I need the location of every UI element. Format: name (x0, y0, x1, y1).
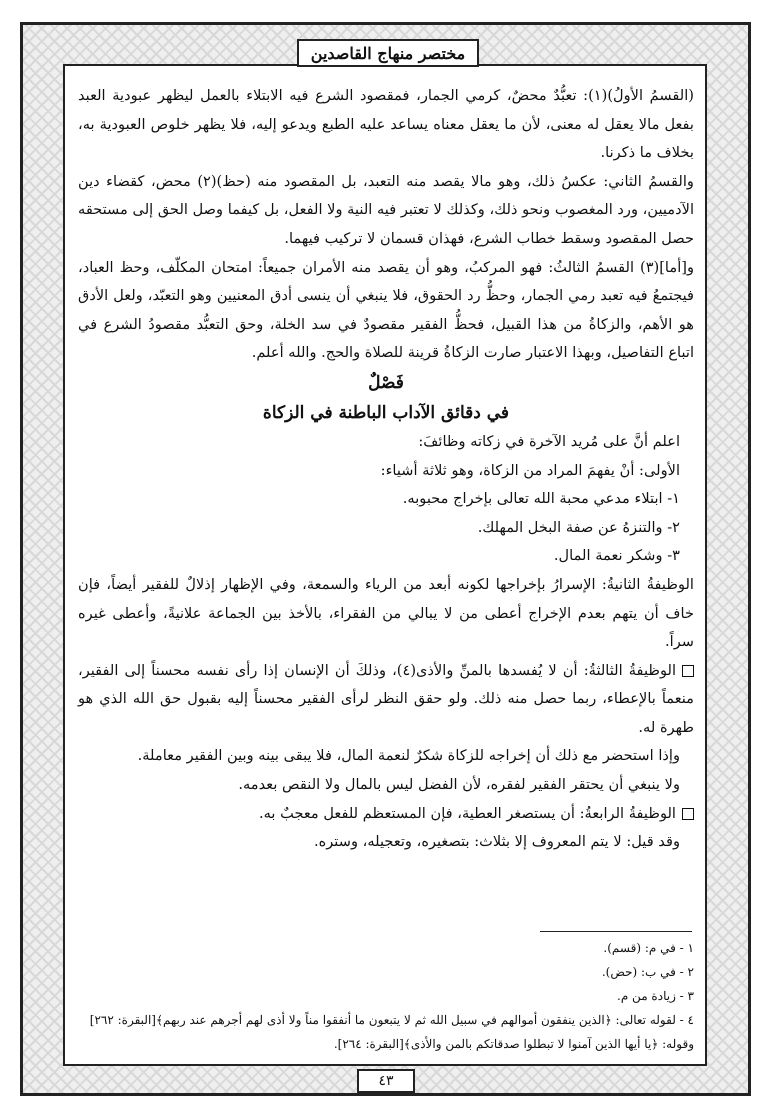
footnote-3: ٣ - زيادة من م. (617, 989, 694, 1003)
footnote-separator (540, 931, 692, 932)
running-header (297, 39, 479, 67)
section-subtitle: في دقائق الآداب الباطنة في الزكاة (262, 402, 510, 423)
paragraph-7: الوظيفةُ الثالثةُ: أن لا يُفسدها بالمنِّ والأذى(٤)، وذلكَ أن الإنسان إذا رأى نفسه محسناً إلى الفقير، منعماً بالإعطاء، ربما حصل منه ذلك. ولو حقق النظر لرأى الفقير محسناً إليه بقبول حق الله الذي هو طهرة له. (78, 661, 694, 736)
paragraph-1: (القسمُ الأولُ)(١): تعبُّدٌ محضٌ، كرمي الجمار، فمقصود الشرع فيه الابتلاء بالعمل ليظهر عبودية العبد بفعل مالا يعقل له معنى، لأن ما يعقل معناه يساعد عليه الطبع ويدعو إليه، فلا يظهر خلوص العبودية به، بخلاف ما ذكرنا. (78, 87, 694, 162)
list-item-3: ٣- وشكر نعمة المال. (553, 547, 680, 565)
main-text (78, 82, 694, 922)
checkbox-square-icon (682, 808, 694, 820)
footnote-4: ٤ - لقوله تعالى: ﴿الذين ينفقون أموالهم في سبيل الله ثم لا يتبعون ما أنفقوا مناً ولا أذى لهم أجرهم عند ربهم﴾[البقرة: ٢٦٢] وقوله: ﴿يا أيها الذين آمنوا لا تبطلوا صدقاتكم بالمن والأذى﴾[البقرة: ٢٦٤]. (89, 1013, 694, 1051)
section-title: فَصْلٌ (368, 372, 404, 393)
list-item-1: ١- ابتلاء مدعي محبة الله تعالى بإخراج محبوبه. (402, 490, 680, 508)
paragraph-4: اعلم أنَّ على مُريد الآخرة في زكاته وظائفَ: (418, 432, 680, 450)
book-title: مختصر منهاج القاصدين (310, 43, 466, 63)
page-number-box (357, 1069, 415, 1093)
footnote-2: ٢ - في ب: (حض). (601, 965, 694, 979)
footnote-1: ١ - في م: (قسم). (603, 941, 694, 955)
checkbox-square-icon (682, 665, 694, 677)
list-item-2: ٢- والتنزهُ عن صفة البخل المهلك. (477, 518, 680, 536)
paragraph-8: وإذا استحضر مع ذلك أن إخراجه للزكاة شكرٌ لنعمة المال، فلا يبقى بينه وبين الفقير معاملة. (137, 747, 680, 765)
paragraph-2: والقسمُ الثاني: عكسُ ذلك، وهو مالا يقصد منه التعبد، بل المقصود منه (حظ)(٢) محض، كقضاء دين الآدميين، ورد المغصوب ونحو ذلك، وكذلك لا تعتبر فيه النية ولا الفعل، بل كيفما وصل الحق إلى مستحقه حصل المقصود وسقط خطاب الشرع، فهذان قسمان لا تركيب فيهما. (78, 172, 694, 247)
footnotes (82, 936, 694, 1056)
paragraph-5: الأولى: أنْ يفهمَ المراد من الزكاة، وهو ثلاثة أشياء: (380, 461, 680, 479)
paragraph-10: الوظيفةُ الرابعةُ: أن يستصغر العطية، فإن المستعظم للفعل معجبٌ به. (258, 804, 676, 822)
paragraph-11: وقد قيل: لا يتم المعروف إلا بثلاث: بتصغيره، وتعجيله، وستره. (313, 833, 680, 851)
page-number: ٤٣ (378, 1073, 394, 1089)
paragraph-3: و[أما](٣) القسمُ الثالثُ: فهو المركبُ، وهو أن يقصد منه الأمران جميعاً: امتحان المكلّف، وحظ العباد، فيجتمعُ فيه تعبد رمي الجمار، وحظُّ رد الحقوق، فلا ينبغي أن ينسى أدق المعنيين وهو التعبّد، ولعل الأدق هو الأهم، والزكاةُ من هذا القبيل، فحظُّ الفقير مقصودٌ في سد الخلة، وحق التعبُّد مقصودُ الشرع في اتباع التفاصيل، وبهذا الاعتبار صارت الزكاةُ قرينة للصلاة والحج. والله أعلم. (78, 258, 694, 362)
paragraph-9: ولا ينبغي أن يحتقر الفقير لفقره، لأن الفضل ليس بالمال ولا النقص بعدمه. (238, 776, 680, 794)
paragraph-6: الوظيفةُ الثانيةُ: الإسرارُ بإخراجها لكونه أبعد من الرياء والسمعة، وفي الإظهار إذلالٌ للفقير أيضاً، فإن خاف أن يتهم بعدم الإخراج أعطى من لا يبالي من الفقراء، بالأخذ بين الجماعة علانيةً، وأعطى غيره سراً. (78, 575, 694, 651)
